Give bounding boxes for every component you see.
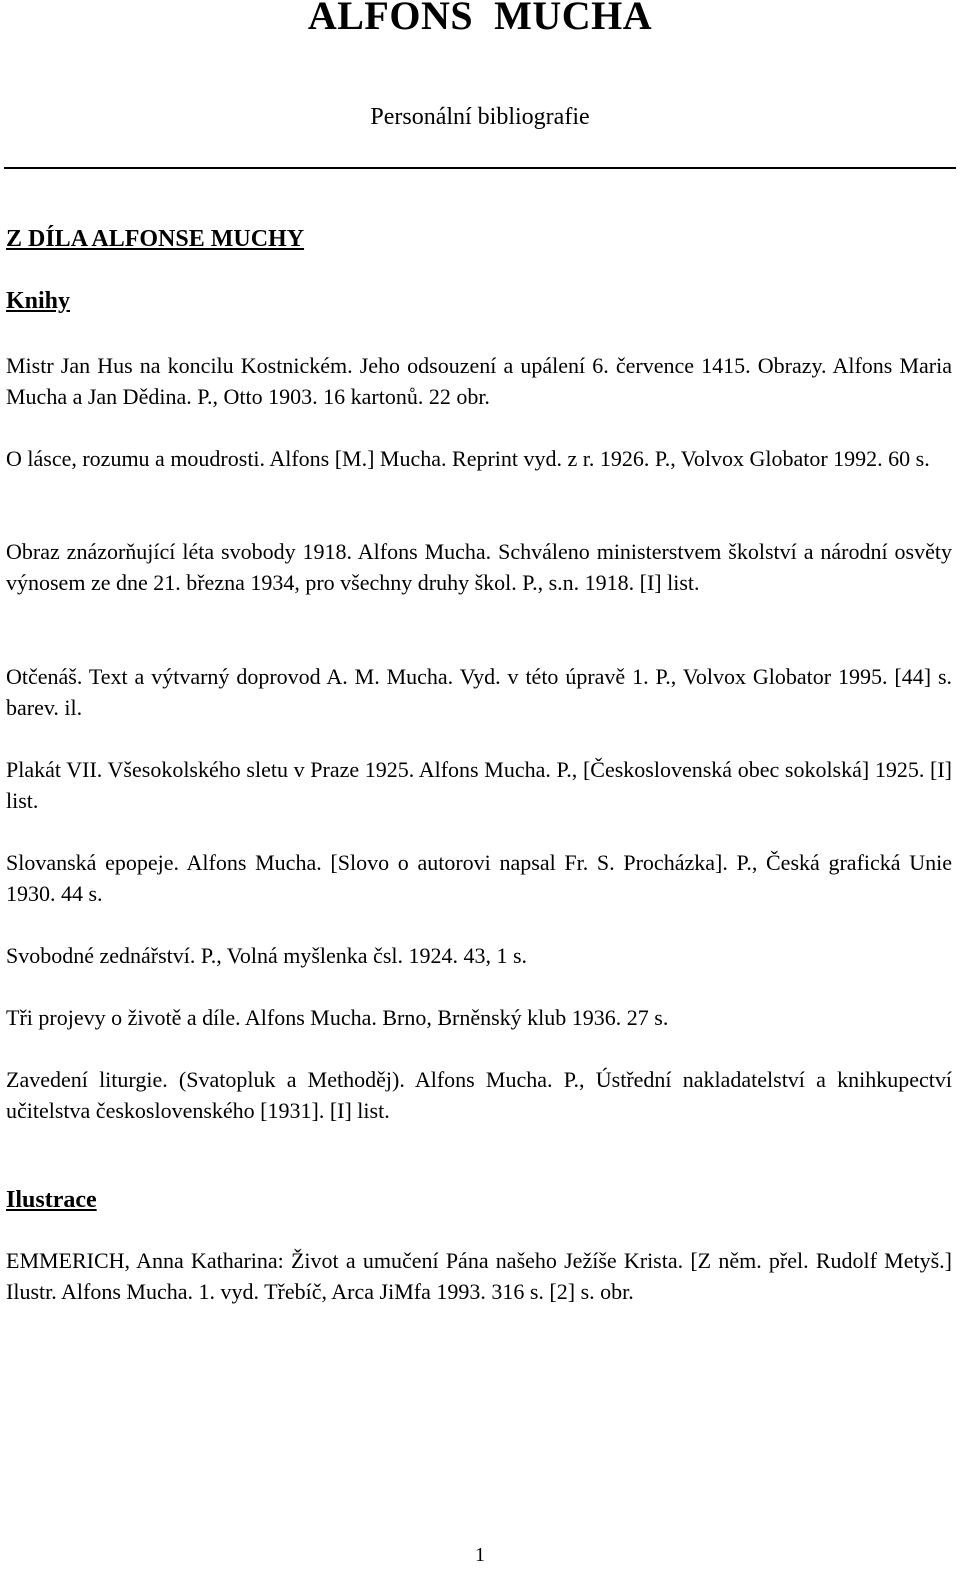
page-subtitle: Personální bibliografie <box>370 104 590 130</box>
bibliography-entry: Otčenáš. Text a výtvarný doprovod A. M. Mucha. Vyd. v této úpravě 1. P., Volvox Globator 1995. [44] s. barev. il. <box>6 664 952 720</box>
bibliography-entry: Slovanská epopeje. Alfons Mucha. [Slovo o autorovi napsal Fr. S. Procházka]. P., Česká grafická Unie 1930. 44 s. <box>6 850 952 906</box>
bibliography-entry: EMMERICH, Anna Katharina: Život a umučení Pána našeho Ježíše Krista. [Z něm. přel. Rudolf Metyš.] Ilustr. Alfons Mucha. 1. vyd. Třebíč, Arca JiMfa 1993. 316 s. [2] s. obr. <box>6 1248 952 1304</box>
page-title: ALFONS MUCHA <box>307 0 653 38</box>
page-number: 1 <box>475 1544 485 1566</box>
horizontal-rule <box>4 167 956 169</box>
section-heading-illustrations: Ilustrace <box>6 1187 97 1213</box>
bibliography-entry: Zavedení liturgie. (Svatopluk a Methoděj). Alfons Mucha. P., Ústřední nakladatelství a knihkupectví učitelstva československého [1931]. [I] list. <box>6 1067 952 1123</box>
bibliography-entry: Plakát VII. Všesokolského sletu v Praze 1925. Alfons Mucha. P., [Československá obec sokolská] 1925. [I] list. <box>6 757 952 813</box>
bibliography-entry: Mistr Jan Hus na koncilu Kostnickém. Jeho odsouzení a upálení 6. července 1415. Obrazy. Alfons Maria Mucha a Jan Dědina. P., Otto 1903. 16 kartonů. 22 obr. <box>6 353 952 409</box>
bibliography-entry: Obraz znázorňující léta svobody 1918. Alfons Mucha. Schváleno ministerstvem školství a národní osvěty výnosem ze dne 21. března 1934, pro všechny druhy škol. P., s.n. 1918. [I] list. <box>6 539 952 595</box>
bibliography-entry: Svobodné zednářství. P., Volná myšlenka čsl. 1924. 43, 1 s. <box>6 943 528 968</box>
bibliography-entry: O lásce, rozumu a moudrosti. Alfons [M.] Mucha. Reprint vyd. z r. 1926. P., Volvox Globator 1992. 60 s. <box>6 446 930 471</box>
bibliography-entry: Tři projevy o životě a díle. Alfons Mucha. Brno, Brněnský klub 1936. 27 s. <box>6 1005 669 1030</box>
section-heading-books: Knihy <box>6 288 71 314</box>
section-heading-works: Z DÍLA ALFONSE MUCHY <box>6 226 305 252</box>
